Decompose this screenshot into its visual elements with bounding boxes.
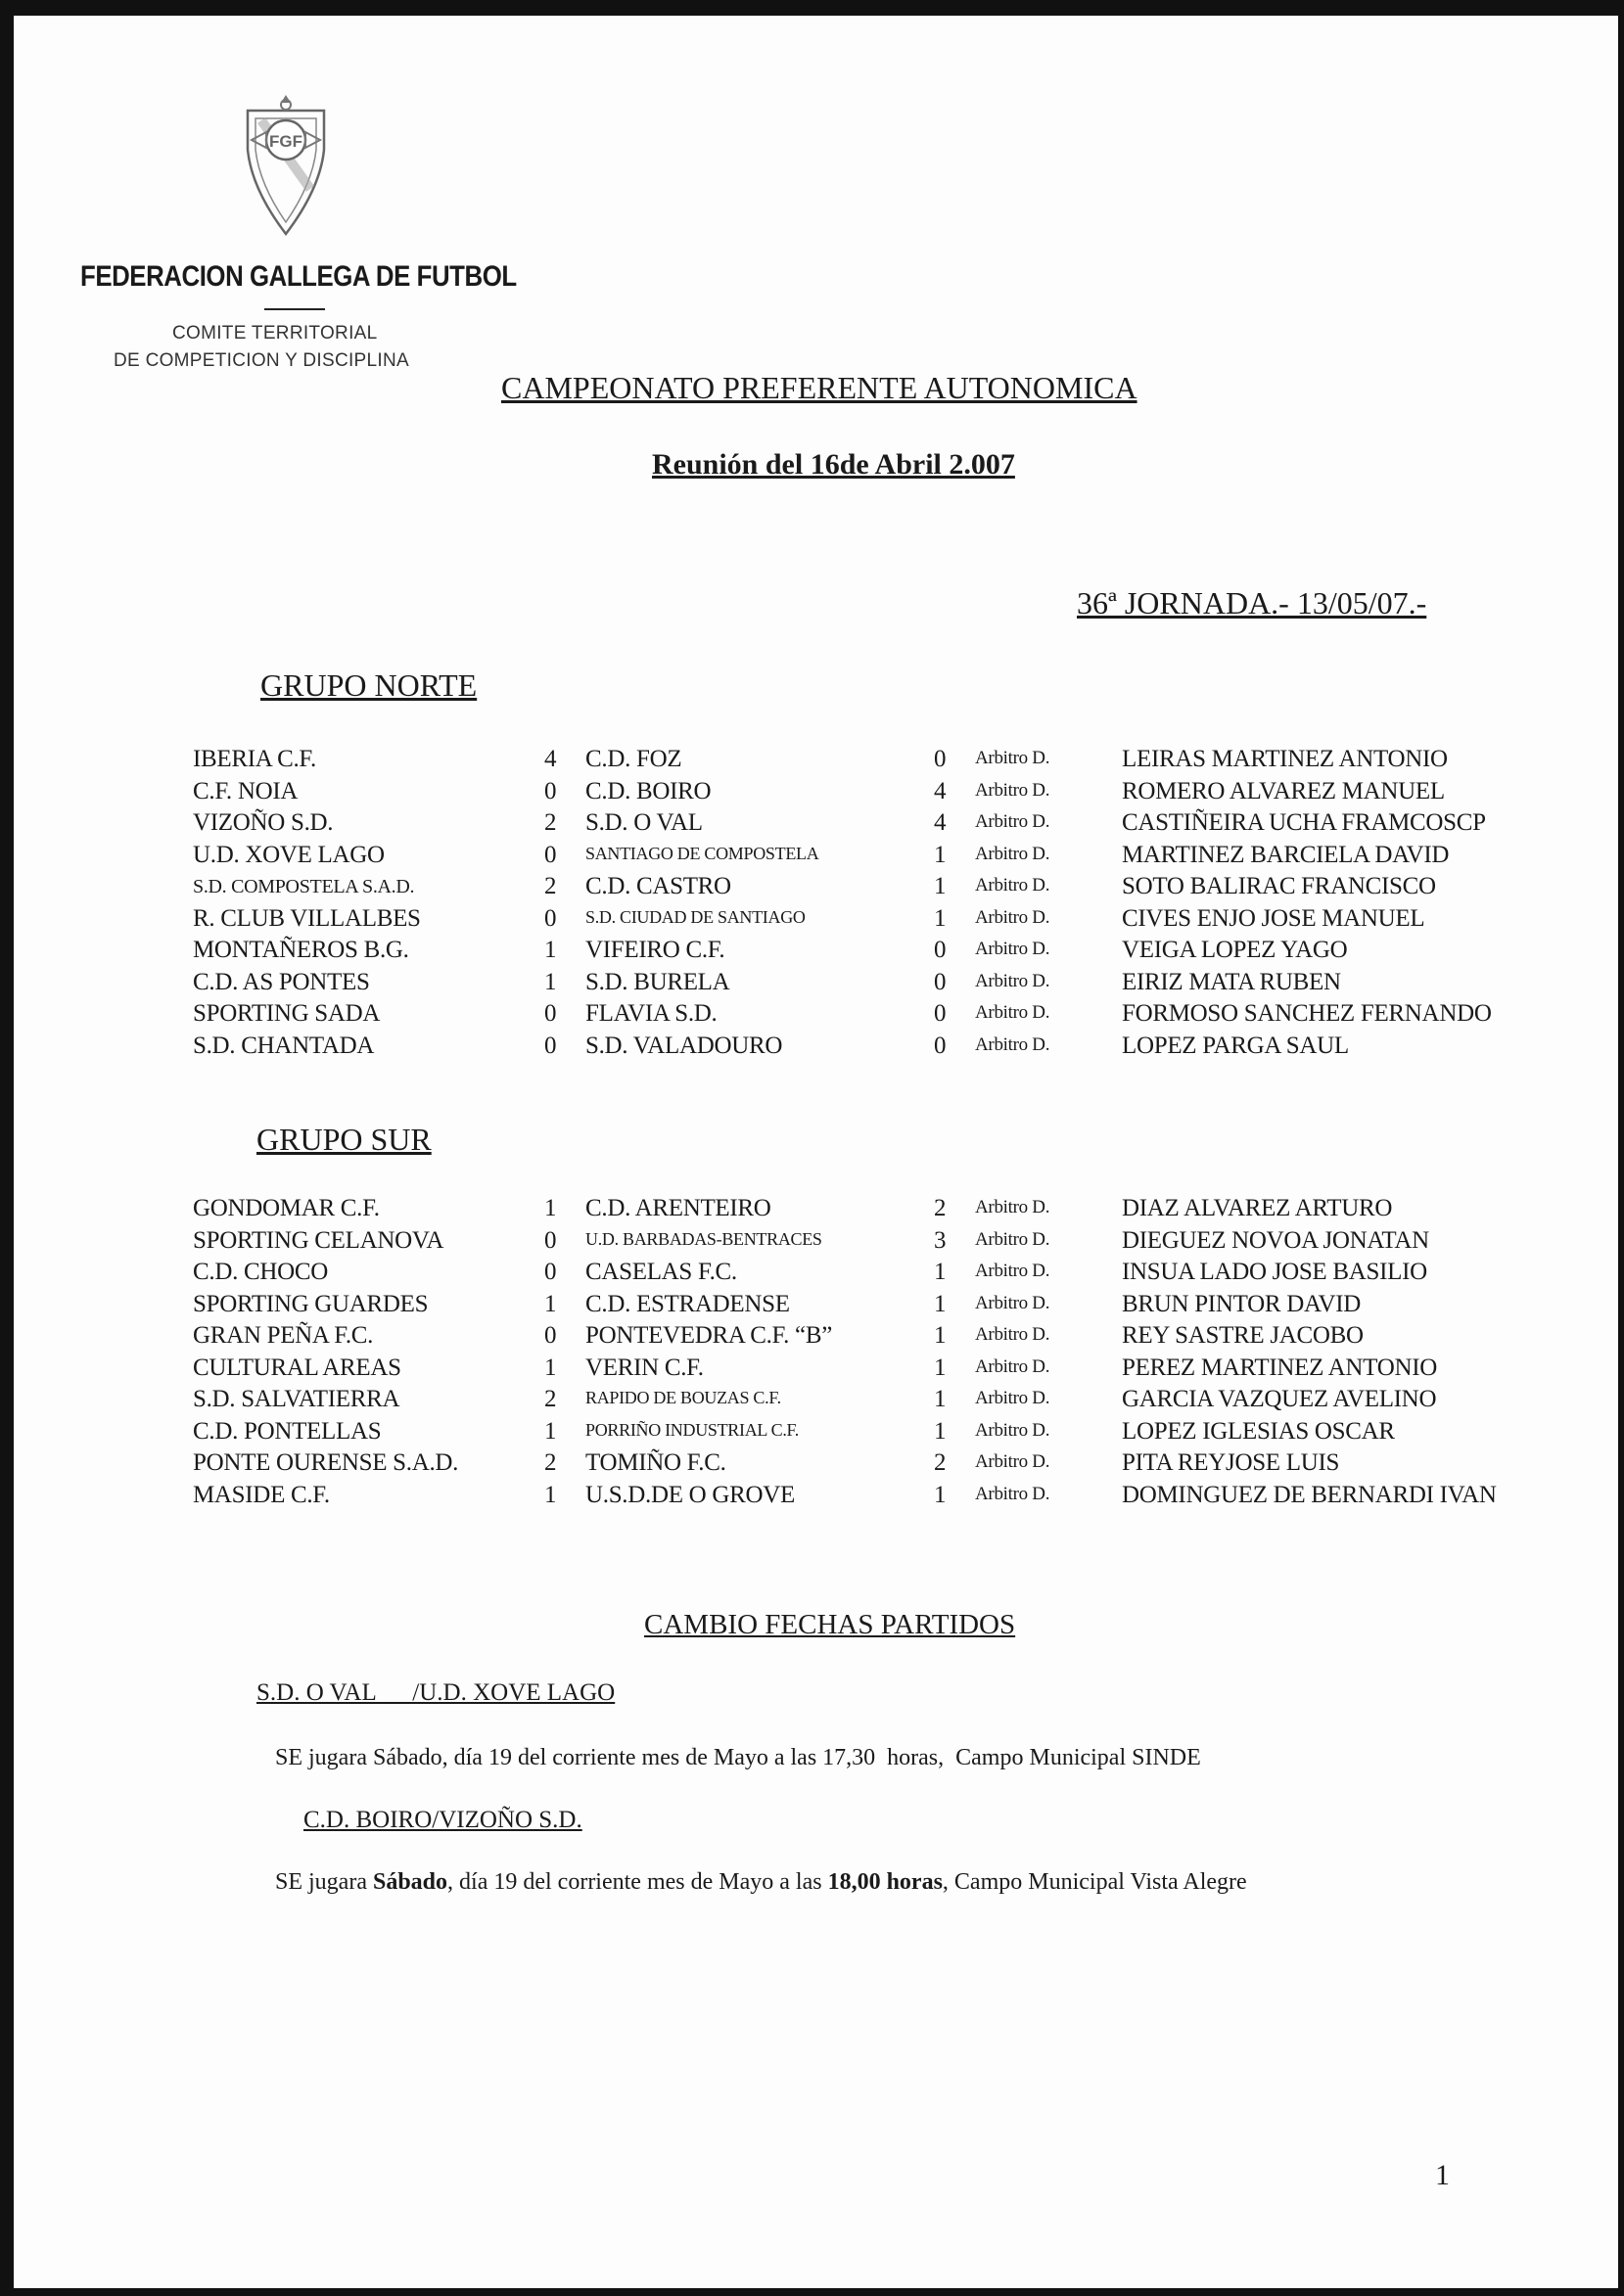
referee-name: INSUA LADO JOSE BASILIO — [1122, 1259, 1427, 1285]
away-score: 0 — [934, 746, 947, 772]
referee-label: Arbitro D. — [975, 939, 1050, 959]
home-score: 1 — [544, 1354, 557, 1381]
referee-name: VEIGA LOPEZ YAGO — [1122, 937, 1348, 963]
referee-name: PITA REYJOSE LUIS — [1122, 1449, 1340, 1476]
home-score: 0 — [544, 1226, 557, 1254]
referee-name: LOPEZ PARGA SAUL — [1122, 1032, 1349, 1059]
away-team: C.D. ESTRADENSE — [585, 1290, 790, 1317]
referee-name: DOMINGUEZ DE BERNARDI IVAN — [1122, 1481, 1497, 1508]
away-score: 1 — [934, 904, 947, 932]
group-sur-heading: GRUPO SUR — [256, 1122, 432, 1157]
home-team: S.D. COMPOSTELA S.A.D. — [193, 876, 415, 897]
group-norte-heading: GRUPO NORTE — [260, 667, 478, 703]
home-team: U.D. XOVE LAGO — [193, 841, 385, 868]
home-score: 4 — [544, 746, 557, 772]
federation-name: FEDERACION GALLEGA DE FUTBOL — [80, 260, 517, 293]
home-team: SPORTING GUARDES — [193, 1290, 429, 1317]
home-team: C.D. PONTELLAS — [193, 1417, 382, 1445]
referee-label: Arbitro D. — [975, 1324, 1050, 1345]
home-team: GRAN PEÑA F.C. — [193, 1322, 374, 1349]
referee-name: CASTIÑEIRA UCHA FRAMCOSCP — [1122, 809, 1486, 836]
referee-name: EIRIZ MATA RUBEN — [1122, 968, 1341, 995]
referee-label: Arbitro D. — [975, 1261, 1050, 1281]
away-team: FLAVIA S.D. — [585, 1000, 718, 1027]
referee-label: Arbitro D. — [975, 906, 1050, 928]
away-score: 1 — [934, 873, 947, 899]
home-team: PONTE OURENSE S.A.D. — [193, 1449, 459, 1476]
home-score: 1 — [544, 1195, 557, 1221]
home-team: MASIDE C.F. — [193, 1481, 330, 1508]
home-score: 0 — [544, 904, 557, 932]
away-team: VERIN C.F. — [585, 1354, 704, 1381]
away-team: CASELAS F.C. — [585, 1259, 737, 1285]
home-score: 1 — [544, 1417, 557, 1445]
home-team: S.D. SALVATIERRA — [193, 1386, 400, 1412]
referee-label: Arbitro D. — [975, 811, 1050, 832]
home-score: 0 — [544, 1322, 557, 1349]
referee-label: Arbitro D. — [975, 1388, 1050, 1408]
home-team: C.D. AS PONTES — [193, 968, 370, 995]
home-team: S.D. CHANTADA — [193, 1032, 375, 1059]
away-team: S.D. VALADOURO — [585, 1032, 783, 1059]
change-match-1: S.D. O VAL /U.D. XOVE LAGO — [256, 1679, 616, 1706]
referee-label: Arbitro D. — [975, 1002, 1050, 1023]
away-score: 2 — [934, 1449, 947, 1476]
home-team: CULTURAL AREAS — [193, 1354, 401, 1381]
home-score: 2 — [544, 809, 557, 836]
referee-label: Arbitro D. — [975, 1033, 1050, 1055]
referee-name: SOTO BALIRAC FRANCISCO — [1122, 873, 1436, 899]
matchday-heading: 36ª JORNADA.- 13/05/07.- — [1077, 585, 1427, 620]
svg-text:FGF: FGF — [269, 132, 302, 151]
home-score: 2 — [544, 1449, 557, 1476]
referee-label: Arbitro D. — [975, 1419, 1050, 1441]
scan-border-left — [0, 0, 14, 2296]
referee-label: Arbitro D. — [975, 1228, 1050, 1250]
away-score: 3 — [934, 1226, 947, 1254]
home-score: 1 — [544, 968, 557, 995]
away-score: 1 — [934, 1417, 947, 1445]
referee-label: Arbitro D. — [975, 875, 1050, 895]
meeting-date: Reunión del 16de Abril 2.007 — [652, 448, 1015, 481]
referee-label: Arbitro D. — [975, 779, 1050, 801]
referee-name: DIAZ ALVAREZ ARTURO — [1122, 1195, 1393, 1221]
home-team: SPORTING CELANOVA — [193, 1226, 444, 1254]
referee-label: Arbitro D. — [975, 1451, 1050, 1472]
home-team: C.F. NOIA — [193, 777, 299, 804]
referee-name: PEREZ MARTINEZ ANTONIO — [1122, 1354, 1437, 1381]
change-match-2: C.D. BOIRO/VIZOÑO S.D. — [303, 1807, 582, 1833]
referee-name: LEIRAS MARTINEZ ANTONIO — [1122, 746, 1448, 772]
referee-name: REY SASTRE JACOBO — [1122, 1322, 1364, 1349]
divider — [264, 308, 325, 310]
home-team: R. CLUB VILLALBES — [193, 904, 421, 932]
referee-name: CIVES ENJO JOSE MANUEL — [1122, 904, 1425, 932]
home-team: GONDOMAR C.F. — [193, 1195, 380, 1221]
referee-label: Arbitro D. — [975, 1483, 1050, 1504]
home-score: 0 — [544, 1000, 557, 1027]
referee-name: GARCIA VAZQUEZ AVELINO — [1122, 1386, 1437, 1412]
scan-border-bottom — [0, 2288, 1624, 2296]
away-team: C.D. FOZ — [585, 746, 682, 772]
note-text: , Campo Municipal Vista Alegre — [942, 1869, 1247, 1895]
away-team: RAPIDO DE BOUZAS C.F. — [585, 1388, 781, 1407]
note-time: 18,00 horas — [827, 1869, 943, 1895]
referee-name: BRUN PINTOR DAVID — [1122, 1290, 1362, 1317]
home-team: MONTAÑEROS B.G. — [193, 937, 409, 963]
change-note-1: SE jugara Sábado, día 19 del corriente mes de Mayo a las 17,30 horas, Campo Municipal SINDE — [275, 1745, 1201, 1770]
away-score: 4 — [934, 809, 947, 836]
away-score: 1 — [934, 1259, 947, 1285]
away-score: 4 — [934, 777, 947, 804]
away-score: 1 — [934, 841, 947, 868]
scan-border-right — [1618, 0, 1624, 2296]
away-score: 1 — [934, 1322, 947, 1349]
away-score: 2 — [934, 1195, 947, 1221]
away-team: VIFEIRO C.F. — [585, 937, 725, 963]
away-score: 1 — [934, 1290, 947, 1317]
referee-name: DIEGUEZ NOVOA JONATAN — [1122, 1226, 1429, 1254]
away-score: 0 — [934, 968, 947, 995]
home-team: C.D. CHOCO — [193, 1259, 328, 1285]
home-score: 2 — [544, 873, 557, 899]
home-score: 0 — [544, 1259, 557, 1285]
away-team: PORRIÑO INDUSTRIAL C.F. — [585, 1419, 800, 1440]
committee-line-2: DE COMPETICION Y DISCIPLINA — [114, 350, 409, 371]
referee-name: FORMOSO SANCHEZ FERNANDO — [1122, 1000, 1492, 1027]
away-team: PONTEVEDRA C.F. “B” — [585, 1322, 833, 1349]
home-score: 1 — [544, 1290, 557, 1317]
away-team: S.D. BURELA — [585, 968, 730, 995]
home-team: SPORTING SADA — [193, 1000, 381, 1027]
away-team: C.D. CASTRO — [585, 873, 731, 899]
home-team: VIZOÑO S.D. — [193, 809, 334, 836]
away-score: 1 — [934, 1386, 947, 1412]
referee-label: Arbitro D. — [975, 843, 1050, 864]
away-score: 0 — [934, 1000, 947, 1027]
away-team: S.D. CIUDAD DE SANTIAGO — [585, 906, 806, 927]
note-day: Sábado — [372, 1869, 448, 1895]
document-title: CAMPEONATO PREFERENTE AUTONOMICA — [501, 370, 1137, 405]
referee-name: LOPEZ IGLESIAS OSCAR — [1122, 1417, 1395, 1445]
referee-label: Arbitro D. — [975, 748, 1050, 768]
note-text: SE jugara — [275, 1869, 373, 1895]
referee-label: Arbitro D. — [975, 1197, 1050, 1217]
referee-label: Arbitro D. — [975, 1292, 1050, 1313]
home-team: IBERIA C.F. — [193, 746, 316, 772]
home-score: 1 — [544, 1481, 557, 1508]
referee-name: ROMERO ALVAREZ MANUEL — [1122, 777, 1445, 804]
note-text: , día 19 del corriente mes de Mayo a las — [447, 1869, 828, 1895]
change-note-2 — [275, 1869, 1247, 1896]
home-score: 0 — [544, 777, 557, 804]
away-team: C.D. ARENTEIRO — [585, 1195, 771, 1221]
home-score: 1 — [544, 937, 557, 963]
referee-label: Arbitro D. — [975, 970, 1050, 991]
home-score: 0 — [544, 1032, 557, 1059]
federation-logo — [242, 91, 330, 236]
home-score: 2 — [544, 1386, 557, 1412]
date-changes-heading: CAMBIO FECHAS PARTIDOS — [644, 1609, 1016, 1640]
away-score: 1 — [934, 1481, 947, 1508]
page-number: 1 — [1435, 2159, 1450, 2191]
away-score: 0 — [934, 1032, 947, 1059]
away-team: C.D. BOIRO — [585, 777, 712, 804]
referee-label: Arbitro D. — [975, 1355, 1050, 1377]
away-score: 0 — [934, 937, 947, 963]
away-team: S.D. O VAL — [585, 809, 703, 836]
home-score: 0 — [544, 841, 557, 868]
scan-border-top — [0, 0, 1624, 16]
away-team: TOMIÑO F.C. — [585, 1449, 726, 1476]
referee-name: MARTINEZ BARCIELA DAVID — [1122, 841, 1450, 868]
away-team: U.S.D.DE O GROVE — [585, 1481, 795, 1508]
away-score: 1 — [934, 1354, 947, 1381]
committee-line-1: COMITE TERRITORIAL — [172, 323, 378, 344]
away-team: SANTIAGO DE COMPOSTELA — [585, 843, 819, 863]
away-team: U.D. BARBADAS-BENTRACES — [585, 1228, 822, 1249]
